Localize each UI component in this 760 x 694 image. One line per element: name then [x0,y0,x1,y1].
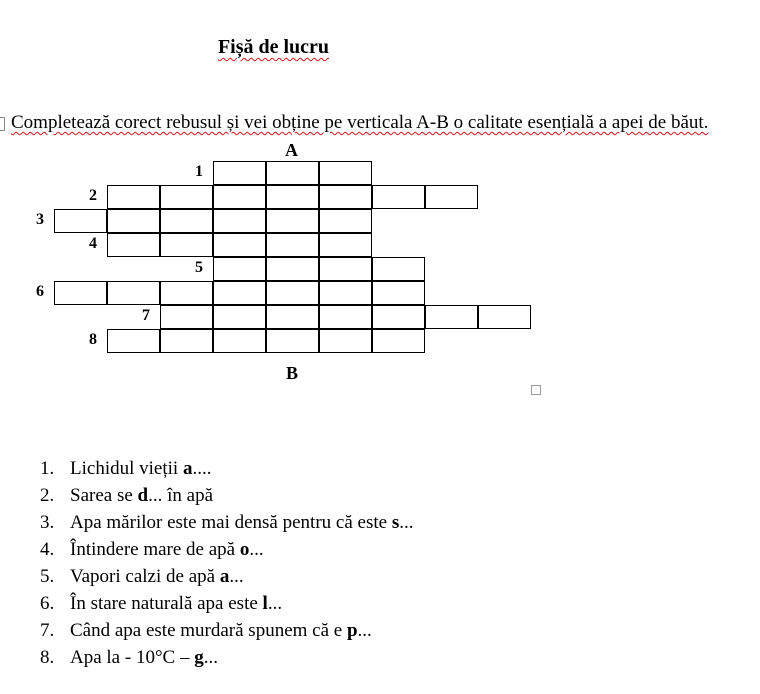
crossword-cell[interactable] [266,233,319,257]
crossword-cell[interactable] [107,329,160,353]
clue-item [40,590,413,617]
clue-hint-letter: a [219,566,230,587]
clue-item [40,617,413,644]
crossword-cell[interactable] [213,161,266,185]
crossword-cell[interactable] [266,209,319,233]
crossword-cell[interactable] [213,233,266,257]
row-number-3: 3 [36,211,44,228]
clue-number: 5. [40,566,55,587]
crossword-cell[interactable] [213,281,266,305]
crossword-cell[interactable] [213,305,266,329]
clue-text: Când apa este murdară spunem că e [70,620,347,641]
crossword-cell[interactable] [107,209,160,233]
anchor-marker-icon [531,385,541,395]
crossword-cell[interactable] [160,281,213,305]
row-number-8: 8 [89,331,97,348]
clue-hint-letter: s [391,512,400,533]
clue-number: 3. [40,512,55,533]
clue-number: 4. [40,539,55,560]
clue-item [40,563,413,590]
clue-hint-letter: o [239,539,250,560]
clue-suffix: ... în apă [148,485,214,506]
crossword-cell[interactable] [319,161,372,185]
crossword-cell[interactable] [319,257,372,281]
crossword-cell[interactable] [266,161,319,185]
crossword-cell[interactable] [372,281,425,305]
row-number-4: 4 [89,235,97,252]
crossword-cell[interactable] [319,185,372,209]
label-b: B [286,363,299,383]
clue-hint-letter: a [182,458,193,479]
crossword-cell[interactable] [425,185,478,209]
crossword-cell[interactable] [160,185,213,209]
clue-hint-letter: l [262,593,268,614]
crossword-cell[interactable] [160,233,213,257]
clue-text: În stare naturală apa este [70,593,263,614]
clue-suffix: ... [229,566,244,587]
instruction-text: Completează corect rebusul și vei obține pe verticala A-B o calitate esențială a apei de băut. [11,112,709,133]
clue-list [40,455,413,671]
clue-text: Vapori calzi de apă [70,566,220,587]
clue-text: Lichidul vieții [70,458,183,479]
clue-number: 8. [40,647,55,668]
clue-suffix: .... [192,458,212,479]
clue-text: Apa mărilor este mai densă pentru că este [70,512,392,533]
row-number-7: 7 [142,307,150,324]
crossword-cell[interactable] [213,329,266,353]
crossword-cell[interactable] [54,209,107,233]
crossword-cell[interactable] [266,329,319,353]
clue-item [40,644,413,671]
crossword-cell[interactable] [319,281,372,305]
clue-number: 7. [40,620,55,641]
crossword-cell[interactable] [372,185,425,209]
crossword-cell[interactable] [160,209,213,233]
crossword-cell[interactable] [319,233,372,257]
clue-item [40,482,413,509]
clue-text: Întindere mare de apă [70,539,240,560]
crossword-cell[interactable] [425,305,478,329]
row-number-5: 5 [195,259,203,276]
clue-text: Sarea se [70,485,138,506]
row-number-1: 1 [195,163,203,180]
crossword-cell[interactable] [160,305,213,329]
clue-hint-letter: p [346,620,358,641]
worksheet-title: Fișă de lucru [217,36,330,58]
crossword-cell[interactable] [319,305,372,329]
clue-suffix: ... [203,647,218,668]
crossword-cell[interactable] [107,281,160,305]
crossword-cell[interactable] [319,209,372,233]
clue-hint-letter: d [137,485,149,506]
clue-suffix: ... [267,593,283,614]
crossword-cell[interactable] [266,185,319,209]
crossword-cell[interactable] [107,185,160,209]
clue-hint-letter: g [194,647,204,668]
crossword-cell[interactable] [213,257,266,281]
crossword-cell[interactable] [478,305,531,329]
crossword-cell[interactable] [160,329,213,353]
instruction-line [0,112,708,134]
paragraph-marker-icon [0,117,5,131]
clue-number: 2. [40,485,55,506]
clue-number: 1. [40,458,55,479]
crossword-cell[interactable] [319,329,372,353]
clue-item [40,536,413,563]
row-number-2: 2 [89,187,97,204]
crossword-cell[interactable] [372,305,425,329]
row-number-6: 6 [36,283,44,300]
clue-item [40,509,413,536]
clue-suffix: ... [357,620,372,641]
clue-suffix: ... [399,512,414,533]
clue-number: 6. [40,593,55,614]
crossword-cell[interactable] [213,209,266,233]
crossword-cell[interactable] [266,257,319,281]
crossword-cell[interactable] [266,281,319,305]
clue-item [40,455,413,482]
label-a: A [285,140,298,160]
clue-suffix: ... [249,539,264,560]
crossword-cell[interactable] [266,305,319,329]
crossword-cell[interactable] [107,233,160,257]
crossword-cell[interactable] [372,329,425,353]
crossword-cell[interactable] [372,257,425,281]
clue-text: Apa la - 10°C – [70,647,195,668]
crossword-cell[interactable] [54,281,107,305]
crossword-cell[interactable] [213,185,266,209]
